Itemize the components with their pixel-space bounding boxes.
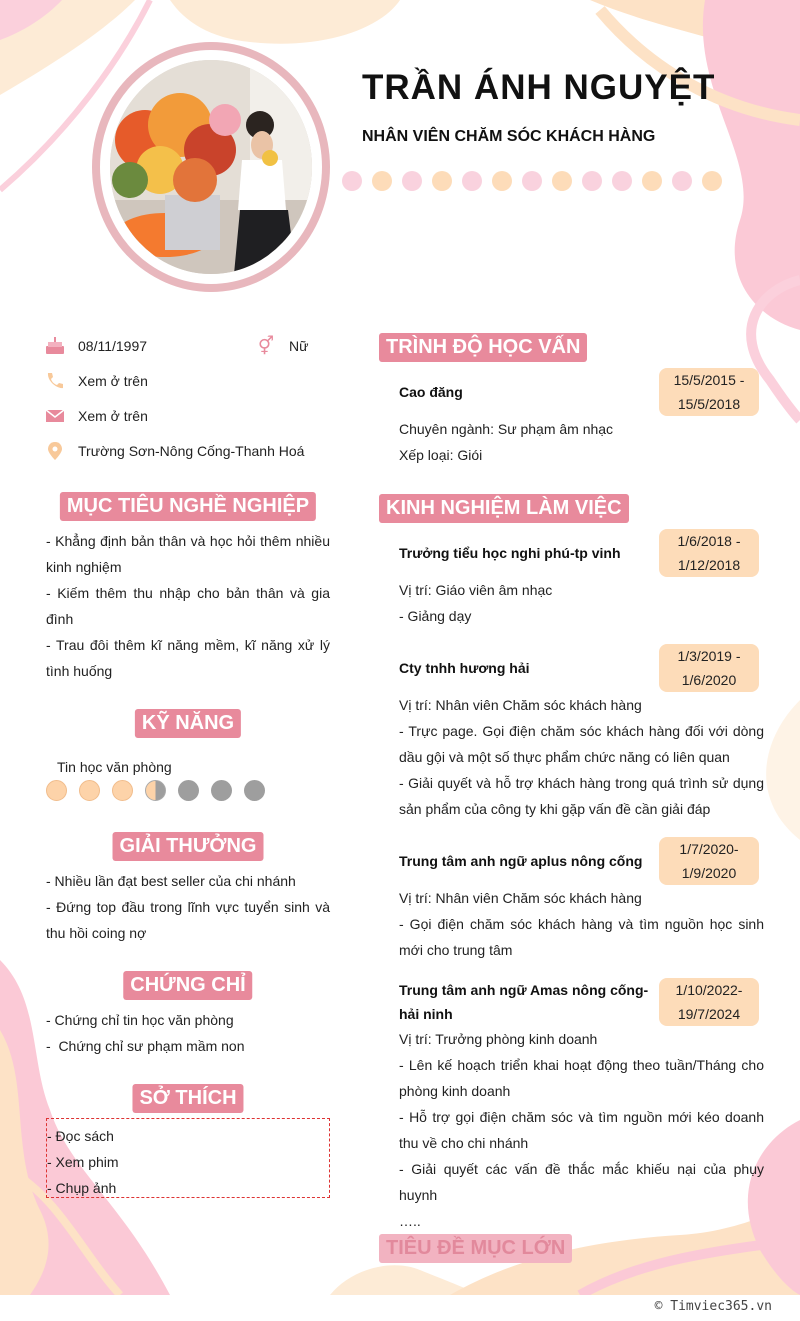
awards-title: GIẢI THƯỞNG (113, 832, 264, 861)
skill-rating-dot (112, 780, 133, 801)
job-details (399, 577, 764, 629)
date-end: 1/9/2020 (681, 865, 737, 881)
watermark: © Timviec365.vn (654, 1299, 772, 1314)
job-company: Trung tâm anh ngữ Amas nông cống-hải ninh (399, 982, 649, 1022)
address-value: Trường Sơn-Nông Cống-Thanh Hoá (78, 443, 305, 459)
gender-icon: ⚥ (257, 335, 275, 356)
phone-icon (44, 372, 66, 390)
hobby-item: - Chụp ảnh (47, 1180, 117, 1196)
job-detail-line: - Gọi điện chăm sóc khách hàng và tìm nguồn học sinh mới cho trung tâm (399, 916, 764, 958)
date-start: 1/6/2018 - (677, 533, 741, 549)
career-goal-line: - Khẳng định bản thân và học hỏi thêm nhiều kinh nghiệm (46, 533, 330, 575)
date-end: 1/6/2020 (681, 672, 737, 688)
skill-name: Tin học văn phòng (57, 759, 172, 775)
job-detail-line: - Trực page. Gọi điện chăm sóc khách hàng đối với dòng dầu gội và một số thực phẩm chức năng có liên quan (399, 723, 764, 765)
job-company: Cty tnhh hương hải (399, 660, 530, 676)
job-company: Trung tâm anh ngữ aplus nông cống (399, 853, 643, 869)
hobbies-title: SỞ THÍCH (132, 1084, 243, 1113)
skill-rating-dot (46, 780, 67, 801)
certificate-line: - Chứng chỉ sư phạm mầm non (46, 1038, 245, 1054)
hobby-item: - Xem phim (47, 1154, 119, 1170)
email-value: Xem ở trên (78, 408, 148, 424)
avatar-ring (92, 42, 330, 292)
education-school: Cao đăng (399, 384, 463, 400)
skill-rating-dot (244, 780, 265, 801)
job-date-badge (659, 837, 759, 885)
job-title: NHÂN VIÊN CHĂM SÓC KHÁCH HÀNG (362, 128, 656, 145)
address-row (44, 442, 304, 460)
education-date-badge (659, 368, 759, 416)
job-company: Trưởng tiểu học nghi phú-tp vinh (399, 545, 621, 561)
job-detail-line: - Giải quyết và hỗ trợ khách hàng trong quá trình sử dụng sản phẩm của công ty khi gặp vấn đề cần giải đáp (399, 775, 764, 817)
job-position: Vị trí: Nhân viên Chăm sóc khách hàng (399, 697, 642, 713)
awards-text (46, 868, 330, 946)
gender-row (255, 337, 308, 355)
certificates-title: CHỨNG CHỈ (123, 971, 252, 1000)
job-position: Vị trí: Giáo viên âm nhạc (399, 582, 553, 598)
education-details (399, 416, 764, 468)
location-pin-icon (44, 442, 66, 460)
skill-rating-dot (211, 780, 232, 801)
date-start: 1/7/2020- (679, 841, 739, 857)
career-goal-line: - Kiếm thêm thu nhập cho bản thân và gia đình (46, 585, 330, 627)
skill-rating-dot (178, 780, 199, 801)
date-start: 1/10/2022- (675, 982, 743, 998)
education-grade: Xếp loại: Giói (399, 447, 483, 463)
job-detail-line: - Giảng dạy (399, 608, 472, 624)
career-goal-text (46, 528, 330, 684)
date-end: 19/7/2024 (677, 1006, 741, 1022)
job-position: Vị trí: Nhân viên Chăm sóc khách hàng (399, 890, 642, 906)
job-details (399, 692, 764, 822)
job-date-badge (659, 644, 759, 692)
certificates-text (46, 1007, 330, 1059)
career-goal-line: - Trau đôi thêm kĩ năng mềm, kĩ năng xử lý tình huống (46, 637, 330, 679)
skill-rating-dot (145, 780, 166, 801)
cake-icon (44, 337, 66, 355)
job-detail-line: - Hỗ trợ gọi điện chăm sóc và tìm nguồn mới kéo doanh thu về cho chi nhánh (399, 1109, 764, 1151)
birthday-value: 08/11/1997 (78, 338, 148, 354)
job-date-badge (659, 529, 759, 577)
award-line: - Đứng top đầu trong lĩnh vực tuyển sinh và thu hồi coing nợ (46, 899, 330, 941)
birthday-row (44, 337, 147, 355)
education-title: TRÌNH ĐỘ HỌC VẤN (379, 333, 587, 362)
award-line: - Nhiều lần đạt best seller của chi nhánh (46, 873, 296, 889)
job-detail-line: - Giải quyết các vấn đề thắc mắc khiếu nại của phụy huynh (399, 1161, 764, 1203)
skills-title: KỸ NĂNG (135, 709, 241, 738)
hobby-item: - Đọc sách (47, 1128, 114, 1144)
candidate-name: TRẦN ÁNH NGUYỆT (362, 68, 716, 107)
date-start: 15/5/2015 - (673, 372, 745, 388)
phone-value: Xem ở trên (78, 373, 148, 389)
job-detail-line: - Lên kế hoạch triển khai hoạt động theo tuần/Tháng cho phòng kinh doanh (399, 1057, 764, 1099)
job-date-badge (659, 978, 759, 1026)
certificate-line: - Chứng chỉ tin học văn phòng (46, 1012, 234, 1028)
experience-title: KINH NGHIỆM LÀM VIỆC (379, 494, 629, 523)
date-start: 1/3/2019 - (677, 648, 741, 664)
job-details (399, 1026, 764, 1234)
job-position: Vị trí: Trưởng phòng kinh doanh (399, 1031, 598, 1047)
footer (0, 1295, 800, 1321)
email-row (44, 407, 148, 425)
hobbies-box[interactable] (46, 1118, 330, 1198)
date-end: 1/12/2018 (677, 557, 741, 573)
career-goal-title: MỤC TIÊU NGHỀ NGHIỆP (60, 492, 316, 521)
skill-rating (46, 780, 265, 801)
email-icon (44, 407, 66, 425)
date-end: 15/5/2018 (677, 396, 741, 412)
decorative-dots (342, 171, 722, 191)
extra-section-title[interactable]: TIÊU ĐỀ MỤC LỚN (379, 1234, 572, 1263)
phone-row (44, 372, 148, 390)
job-details (399, 885, 764, 963)
avatar (110, 60, 312, 274)
skill-rating-dot (79, 780, 100, 801)
gender-value: Nữ (289, 338, 309, 354)
education-major: Chuyên ngành: Sư phạm âm nhạc (399, 421, 614, 437)
job-detail-line: ….. (399, 1213, 421, 1229)
